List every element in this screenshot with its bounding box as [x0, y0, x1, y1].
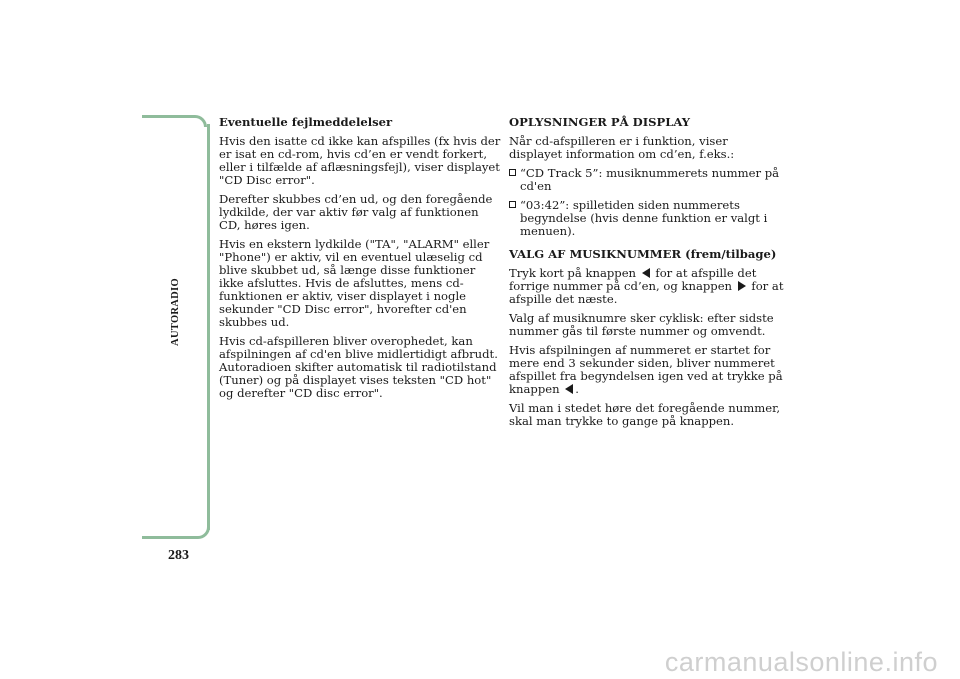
paragraph: Valg af musiknumre sker cyklisk: efter sidste nummer gås til første nummer og omvendt. [509, 311, 774, 338]
paragraph: Vil man i stedet høre det foregående nummer, skal man trykke to gange på knappen. [509, 401, 781, 428]
frame-bottom-corner [142, 527, 210, 539]
paragraph-text: . [575, 382, 579, 396]
list-item [509, 199, 784, 238]
paragraph: Hvis en ekstern lydkilde ("TA", "ALARM" eller "Phone") er aktiv, vil en eventuel ulæselig cd blive skubbet ud, så længe disse funktioner ikke afsluttes. Hvis de afsluttes, mens cd-funktionen er aktiv, viser displayet i nogle sekunder "CD Disc error", hvorefter cd'en skubbes ud. [219, 237, 490, 329]
paragraph [509, 344, 784, 396]
watermark: carmanualsonline.info [664, 647, 938, 677]
triangle-left-icon [642, 268, 650, 278]
page-number: 283 [168, 548, 189, 563]
paragraph: Når cd-afspilleren er i funktion, viser displayet information om cd’en, f.eks.: [509, 134, 735, 161]
square-bullet-icon [509, 201, 516, 208]
paragraph: Hvis cd-afspilleren bliver overophedet, kan afspilningen af cd'en blive midlertidigt afbrudt. Autoradioen skifter automatisk til radiotilstand (Tuner) og på displayet vises teksten "CD hot" og derefter "CD disc error". [219, 334, 498, 400]
section-side-label: AUTORADIO [170, 278, 181, 346]
triangle-left-icon [565, 384, 573, 394]
paragraph: Hvis den isatte cd ikke kan afspilles (fx hvis der er isat en cd-rom, hvis cd’en er vendt forkert, eller i tilfælde af aflæsningsfejl), viser displayet "CD Disc error". [219, 134, 501, 187]
track-selection-heading: VALG AF MUSIKNUMMER (frem/tilbage) [509, 247, 777, 261]
paragraph-text: Tryk kort på knappen [509, 266, 637, 280]
frame-top-corner [142, 115, 207, 127]
list-item-text: “03:42”: spilletiden siden nummerets begyndelse (hvis denne funktion er valgt i menuen). [520, 198, 768, 238]
paragraph: Derefter skubbes cd’en ud, og den foregående lydkilde, der var aktiv før valg af funktionen CD, høres igen. [219, 192, 493, 232]
triangle-right-icon [738, 281, 746, 291]
error-messages-heading: Eventuelle fejlmeddelelser [219, 115, 393, 129]
left-column [219, 116, 503, 406]
right-column [509, 116, 784, 434]
square-bullet-icon [509, 169, 516, 176]
frame-side-bar [207, 124, 210, 530]
display-info-heading: OPLYSNINGER PÅ DISPLAY [509, 115, 691, 129]
list-item-text: “CD Track 5”: musiknummerets nummer på cd'en [520, 166, 780, 193]
paragraph-text: for at afspille det næste. [509, 279, 784, 306]
list-item [509, 167, 784, 193]
paragraph [509, 267, 784, 306]
paragraph-text: Hvis afspilningen af nummeret er startet for mere end 3 sekunder siden, bliver nummeret afspillet fra begyndelsen igen ved at trykke på knappen [509, 343, 783, 396]
paragraph-text: for at afspille det forrige nummer på cd’en, og knappen [509, 266, 757, 293]
